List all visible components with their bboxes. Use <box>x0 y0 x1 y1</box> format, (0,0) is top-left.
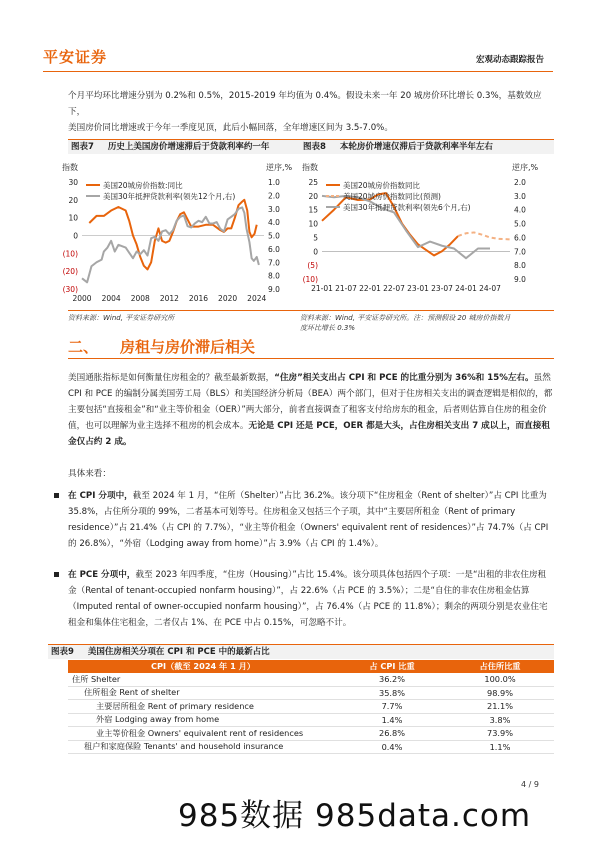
fig9-label: 图表9 <box>51 647 74 657</box>
x-tick-label: 2008 <box>130 294 150 303</box>
fig9-table <box>68 660 554 754</box>
x-tick-label: 2020 <box>218 294 238 303</box>
right-tick-label: 1.0 <box>268 178 280 187</box>
body-text: 美国通胀指标是如何衡量住房租金的？截至最新数据， <box>68 373 275 383</box>
page-number: 4 / 9 <box>521 780 539 789</box>
series-line <box>82 207 259 282</box>
bullet-pce-text <box>68 567 554 631</box>
intro-paragraph <box>68 88 554 136</box>
x-tick-label: 23-07 <box>431 284 453 293</box>
fig7-title-bar <box>68 139 300 154</box>
x-tick-label: 2024 <box>247 294 267 303</box>
left-tick-label: 0 <box>313 247 318 257</box>
left-tick-label: (10) <box>62 249 78 259</box>
right-tick-label: 6.0 <box>514 233 526 243</box>
fig8-source-line: 度环比增长 0.3% <box>300 324 356 332</box>
intro-line: 个月平均环比增速分别为 0.2%和 0.5%，2015-2019 年均值为 0.4%。假设未来一年 20 城房价环比增长 0.3%，基数效应下， <box>68 91 542 117</box>
shelter-share: 21.1% <box>446 700 554 714</box>
bullet-marker <box>54 493 59 498</box>
cpi-share: 1.4% <box>338 713 446 727</box>
right-tick-label: 9.0 <box>514 275 526 284</box>
fig7-source: 资料来源：Wind, 平安证券研究所 <box>68 314 175 322</box>
bullet-pce <box>68 567 554 631</box>
body-text: 虽然 CPI 和 PCE 的编制分属美国劳工局（BLS）和美国经济分析局（BEA）两个部门，但对于住房相关支出的调查逻辑是相似的，都主要包括“直接租金”和“业主等价租金（OER）”两大部分，前者直接调查了租客支付给房东的租金，后者则估算自住房的租金价值，也可以理解为业主选择不租房的机会成本。 <box>68 373 553 431</box>
row-name: 住所租金 Rent of shelter <box>68 686 338 700</box>
fig7-title: 历史上美国房价增速滞后于贷款利率约一年 <box>107 142 270 152</box>
x-tick-label: 2012 <box>159 294 179 303</box>
row-name: 住所 Shelter <box>68 673 338 686</box>
table-header: 占住所比重 <box>446 660 554 673</box>
fig7-divider <box>68 310 300 311</box>
bold-text: 在 PCE 分项中， <box>68 570 136 580</box>
left-tick-label: 20 <box>308 191 318 201</box>
right-axis-unit: 逆序,% <box>512 163 539 172</box>
left-tick-label: 20 <box>68 195 78 205</box>
right-tick-label: 7.0 <box>268 258 280 268</box>
right-tick-label: 4.0 <box>514 205 526 215</box>
body-text: 截至 2023 年四季度，“住房（Housing）”占比 15.4%。该分项具体包括四个子项：一是“出租的非农住房租金（Rental of tenant-occupied nonfarm housing）”，占 22.6%（占 PCE 的 3.5%）；二是“自住的非农住房租金估算（Imputed rental of owner-occupied nonfarm housing）”，占 76.4%（占 PCE 的 11.8%）；剩余的两项分别是农业住宅租金和集体住宅租金，二者仅占 1%、在 PCE 中占 0.15%，可忽略不计。 <box>68 570 548 628</box>
row-name: 主要居所租金 Rent of primary residence <box>68 700 338 714</box>
report-type: 宏观动态跟踪报告 <box>475 55 544 65</box>
shelter-share: 3.8% <box>446 713 554 727</box>
section-heading <box>68 336 255 357</box>
body-paragraph-1 <box>68 370 554 450</box>
right-tick-label: 9.0 <box>268 285 280 294</box>
series-line <box>458 232 510 239</box>
section-title: 房租与房价滞后相关 <box>120 338 256 356</box>
row-name: 租户和家庭保险 Tenants' and household insurance <box>68 740 338 754</box>
legend-label: 美国20城房价指数同比 <box>343 181 421 190</box>
right-tick-label: 8.0 <box>514 261 526 271</box>
x-tick-label: 22-07 <box>383 284 405 293</box>
x-tick-label: 24-07 <box>479 284 501 293</box>
right-tick-label: 3.0 <box>268 204 280 214</box>
x-tick-label: 22-01 <box>359 284 381 293</box>
section-number: 二、 <box>68 338 99 356</box>
fig8-divider <box>300 310 554 311</box>
fig8-title: 本轮房价增速仅滞后于贷款利率半年左右 <box>339 142 493 152</box>
left-tick-label: 5 <box>313 233 318 243</box>
right-tick-label: 2.0 <box>268 191 280 201</box>
fig9-table-wrap <box>68 660 554 754</box>
fig9-title-bar <box>48 644 554 659</box>
bold-text: “住房”相关支出占 CPI 和 PCE 的比重分别为 36%和 15%左右。 <box>274 373 534 383</box>
right-tick-label: 6.0 <box>268 244 280 254</box>
header-divider <box>43 71 553 72</box>
x-tick-label: 21-01 <box>311 284 333 293</box>
cpi-share: 0.4% <box>338 740 446 754</box>
bold-text: 无论是 CPI 还是 PCE，OER 都是大头，占住房相关支出 7 成以上，而直接租金仅占约 2 成。 <box>68 421 550 447</box>
bullet-marker <box>54 572 59 577</box>
x-tick-label: 2000 <box>72 294 92 303</box>
shelter-share: 73.9% <box>446 727 554 741</box>
left-tick-label: 25 <box>308 178 318 187</box>
table-header: 占 CPI 比重 <box>338 660 446 673</box>
table-row <box>68 700 554 714</box>
legend-label: 美国30年抵押贷款利率(领先12个月,右) <box>103 192 236 201</box>
bullet-cpi <box>68 488 554 552</box>
left-axis-unit: 指数 <box>62 163 78 172</box>
shelter-share: 1.1% <box>446 740 554 754</box>
right-tick-label: 2.0 <box>514 178 526 187</box>
right-tick-label: 7.0 <box>514 247 526 257</box>
legend-label: 美国20城房价指数:同比 <box>103 181 183 190</box>
left-tick-label: 10 <box>68 213 78 223</box>
legend-label: 美国30年抵押贷款利率(领先6个月,右) <box>343 203 471 212</box>
row-name: 外宿 Lodging away from home <box>68 713 338 727</box>
x-tick-label: 21-07 <box>335 284 357 293</box>
table-row <box>68 686 554 700</box>
fig8-source <box>300 313 554 333</box>
table-row <box>68 740 554 754</box>
cpi-share: 35.8% <box>338 686 446 700</box>
bold-text: 在 CPI 分项中， <box>68 491 133 501</box>
x-tick-label: 2016 <box>188 294 209 303</box>
fig7-chart <box>48 156 300 308</box>
right-tick-label: 4.0 <box>268 218 280 228</box>
left-axis-unit: 指数 <box>302 163 318 172</box>
shelter-share: 100.0% <box>446 673 554 686</box>
x-tick-label: 23-01 <box>407 284 429 293</box>
left-tick-label: (5) <box>307 261 318 271</box>
series-line <box>89 200 256 270</box>
left-tick-label: (30) <box>62 285 78 294</box>
left-tick-label: (10) <box>302 275 318 284</box>
fig8-source-line: 资料来源：Wind, 平安证券研究所。注：预测假设 20 城房价指数月 <box>300 314 511 322</box>
cpi-share: 36.2% <box>338 673 446 686</box>
right-tick-label: 3.0 <box>514 191 526 201</box>
fig8-chart <box>300 156 554 308</box>
row-name: 业主等价租金 Owners' equivalent rent of residences <box>68 727 338 741</box>
section-divider <box>68 358 554 359</box>
right-axis-unit: 逆序,% <box>266 163 293 172</box>
table-row <box>68 727 554 741</box>
brand-logo: 平安证券 <box>43 48 108 66</box>
watermark: 985数据 985data.com <box>178 798 532 834</box>
shelter-share: 98.9% <box>446 686 554 700</box>
fig9-title: 美国住房相关分项在 CPI 和 PCE 中的最新占比 <box>87 647 270 657</box>
left-tick-label: 0 <box>73 231 78 241</box>
intro-line: 美国房价同比增速或于今年一季度见顶，此后小幅回落，全年增速区间为 3.5-7.0%。 <box>68 123 393 133</box>
left-tick-label: 10 <box>308 219 318 229</box>
right-tick-label: 8.0 <box>268 271 280 281</box>
right-tick-label: 5.0 <box>514 219 526 229</box>
left-tick-label: 15 <box>308 205 318 215</box>
legend-label: 美国20城房价指数同比(预测) <box>343 192 441 201</box>
fig8-title-bar <box>300 139 554 154</box>
fig8-label: 图表8 <box>303 142 326 152</box>
details-intro: 具体来看： <box>68 469 111 479</box>
cpi-share: 26.8% <box>338 727 446 741</box>
body-text: 截至 2024 年 1 月，“住所（Shelter）”占比 36.2%。该分项下“住房租金（Rent of shelter）”占 CPI 比重为 35.8%，占住所分项的 99%，二者基本可划等号。住房租金又包括三个子项，其中“主要居所租金（Rent of primary residence）”占 21.4%（占 CPI 的 7.7%），“业主等价租金（Owners' equivalent rent of residences）”占 74.7%（占 CPI 的 26.8%），“外宿（Lodging away from home）”占 3.9%（占 CPI 的 1.4%）。 <box>68 491 549 549</box>
cpi-share: 7.7% <box>338 700 446 714</box>
x-tick-label: 2004 <box>101 294 121 303</box>
fig7-label: 图表7 <box>71 142 94 152</box>
left-tick-label: (20) <box>62 267 78 277</box>
table-row <box>68 713 554 727</box>
table-header: CPI（截至 2024 年 1 月） <box>68 660 338 673</box>
left-tick-label: 30 <box>68 178 78 187</box>
table-row <box>68 673 554 686</box>
bullet-cpi-text <box>68 488 554 552</box>
x-tick-label: 24-01 <box>455 284 477 293</box>
right-tick-label: 5.0 <box>268 231 280 241</box>
